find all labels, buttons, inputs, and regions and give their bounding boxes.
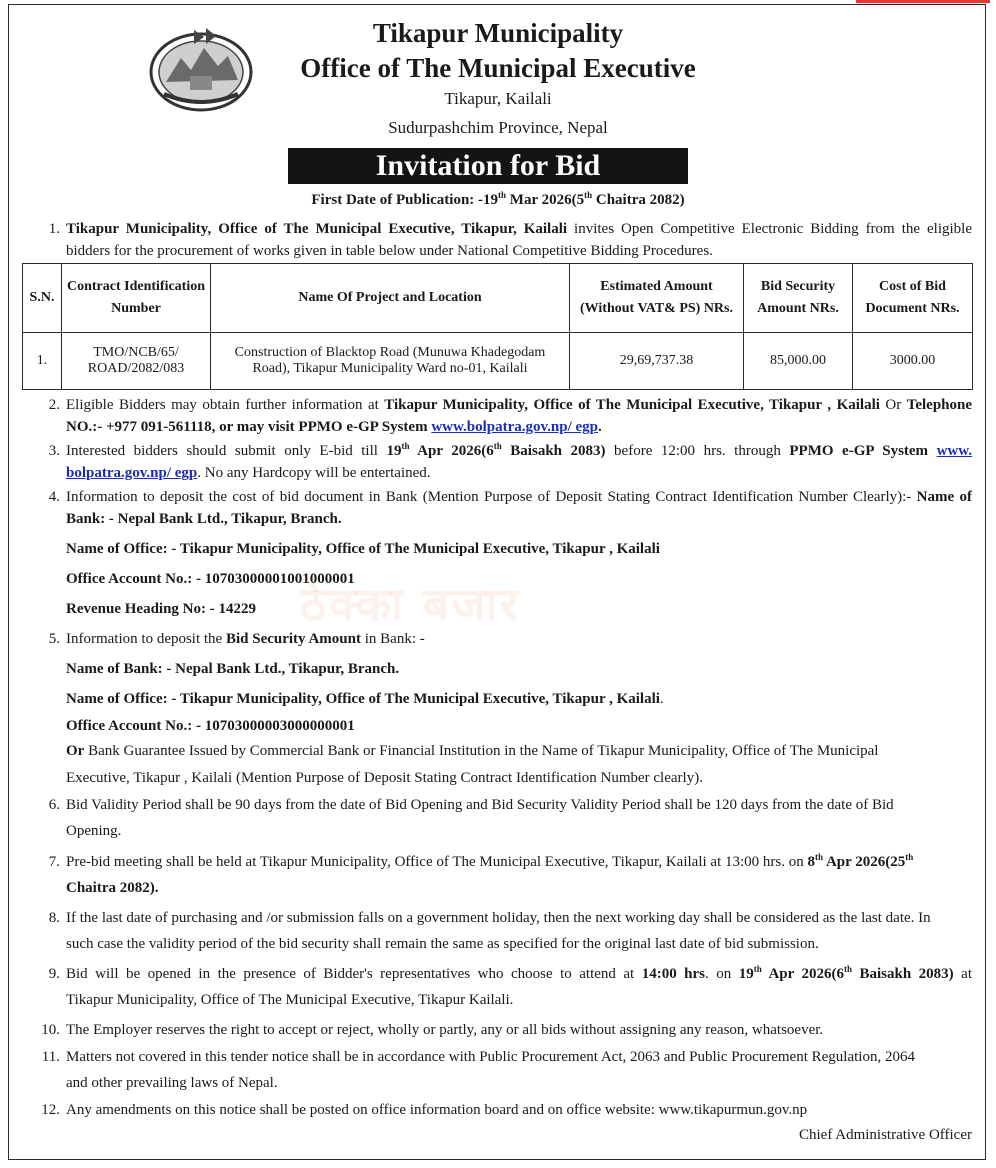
top-accent-bar <box>856 0 990 3</box>
item-3-line-1: Interested bidders should submit only E-bid till 19th Apr 2026(6th Baisakh 2083) before 12:00 hrs. through PPMO e-GP System www. <box>66 441 972 459</box>
cell-security: 85,000.00 <box>744 333 853 390</box>
item-number: 12. <box>41 1102 60 1118</box>
item-5-guarantee-2: Executive, Tikapur , Kailali (Mention Purpose of Deposit Stating Contract Identification Number clearly). <box>66 770 703 786</box>
item-number: 9. <box>48 966 60 982</box>
publication-date: First Date of Publication: -19th Mar 2026(5th Chaitra 2082) <box>311 190 685 208</box>
item-4-office: Name of Office: - Tikapur Municipality, Office of The Municipal Executive, Tikapur , Kailali <box>66 541 660 557</box>
col-project-name: Name Of Project and Location <box>211 264 570 333</box>
item-11-line-1: Matters not covered in this tender notice shall be in accordance with Public Procurement Act, 2063 and Public Procurement Regulation, 2064 <box>66 1049 915 1065</box>
cell-estimate: 29,69,737.38 <box>570 333 744 390</box>
bolpatra-link[interactable]: www.bolpatra.gov.np/ egp <box>431 419 599 435</box>
item-6-line-1: Bid Validity Period shall be 90 days from the date of Bid Opening and Bid Security Validity Period shall be 120 days from the date of Bid <box>66 797 894 813</box>
page-title: Invitation for Bid <box>288 148 688 184</box>
cell-contract-id: TMO/NCB/65/ ROAD/2082/083 <box>62 333 211 390</box>
office-location: Tikapur, Kailali <box>444 89 552 108</box>
item-5-office: Name of Office: - Tikapur Municipality, Office of The Municipal Executive, Tikapur , Kailali. <box>66 691 664 707</box>
item-number: 7. <box>48 854 60 870</box>
item-10-text: The Employer reserves the right to accept or reject, wholly or partly, any or all bids without assigning any reason, whatsoever. <box>66 1022 824 1038</box>
item-4-line-1: Information to deposit the cost of bid document in Bank (Mention Purpose of Deposit Stating Contract Identification Number Clearly):- Name of <box>66 489 972 505</box>
municipality-name: Tikapur Municipality <box>372 18 624 48</box>
item-11-line-2: and other prevailing laws of Nepal. <box>66 1075 278 1091</box>
item-number: 5. <box>48 631 60 647</box>
item-6-line-2: Opening. <box>66 823 122 839</box>
item-5-line-1: Information to deposit the Bid Security Amount in Bank: - <box>66 631 425 647</box>
bolpatra-link-part-1[interactable]: www. <box>936 443 972 459</box>
item-4-account: Office Account No.: - 10703000001001000001 <box>66 571 355 587</box>
table-header-row <box>23 264 973 333</box>
item-5-account: Office Account No.: - 10703000003000000001 <box>66 718 355 734</box>
item-2-line-1: Eligible Bidders may obtain further information at Tikapur Municipality, Office of The Municipal Executive, Tikapur , Kailali Or Telephone <box>66 397 973 413</box>
item-4-bank: Bank: - Nepal Bank Ltd., Tikapur, Branch. <box>66 511 342 527</box>
signature: Chief Administrative Officer <box>798 1127 972 1143</box>
item-1-line-1: Tikapur Municipality, Office of The Municipal Executive, Tikapur, Kailali invites Open Competitive Electronic Bidding from the eligible <box>66 221 972 237</box>
item-12-text: Any amendments on this notice shall be posted on office information board and on office website: www.tikapurmun.gov.np <box>66 1102 808 1118</box>
office-name: Office of The Municipal Executive <box>300 53 696 83</box>
item-number: 6. <box>48 797 60 813</box>
item-4-revenue: Revenue Heading No: - 14229 <box>66 601 256 617</box>
bolpatra-link-part-2[interactable]: bolpatra.gov.np/ egp <box>66 465 198 481</box>
item-number: 3. <box>48 443 60 459</box>
item-5-guarantee-1: Or Bank Guarantee Issued by Commercial Bank or Financial Institution in the Name of Tikapur Municipality, Office of The Municipal <box>66 743 879 759</box>
item-number: 8. <box>48 910 60 926</box>
item-number: 1. <box>48 221 60 237</box>
item-8-line-1: If the last date of purchasing and /or submission falls on a government holiday, then the next working day shall be considered as the last date. In <box>66 910 931 926</box>
item-3-line-2: bolpatra.gov.np/ egp. No any Hardcopy will be entertained. <box>66 465 431 481</box>
item-number: 4. <box>48 489 60 505</box>
cell-project-name: Construction of Blacktop Road (Munuwa Khadegodam Road), Tikapur Municipality Ward no-01, Kailali <box>211 333 570 390</box>
item-8-line-2: such case the validity period of the bid security shall remain the same as specified for the original last date of bid submission. <box>66 936 819 952</box>
item-2-line-2: NO.:- +977 091-561118, or may visit PPMO e-GP System www.bolpatra.gov.np/ egp. <box>66 419 602 435</box>
item-number: 10. <box>41 1022 60 1038</box>
item-7-line-2: Chaitra 2082). <box>66 880 159 896</box>
cell-sn: 1. <box>23 333 62 390</box>
item-7-line-1: Pre-bid meeting shall be held at Tikapur Municipality, Office of The Municipal Executive, Tikapur, Kailali at 13:00 hrs. on 8th Apr 2026(25th <box>66 852 914 870</box>
col-sn: S.N. <box>23 264 62 333</box>
item-number: 2. <box>48 397 60 413</box>
col-contract-id: Contract Identification Number <box>62 264 211 333</box>
province: Sudurpashchim Province, Nepal <box>388 118 608 137</box>
cell-cost: 3000.00 <box>853 333 973 390</box>
item-number: 11. <box>41 1049 60 1065</box>
col-estimated-amount: Estimated Amount (Without VAT& PS) NRs. <box>570 264 744 333</box>
table-row <box>23 333 973 390</box>
item-9-line-2: Tikapur Municipality, Office of The Municipal Executive, Tikapur Kailali. <box>66 992 514 1008</box>
col-bid-security: Bid Security Amount NRs. <box>744 264 853 333</box>
item-5-bank: Name of Bank: - Nepal Bank Ltd., Tikapur, Branch. <box>66 661 400 677</box>
item-1-line-2: bidders for the procurement of works given in table below under National Competitive Bidding Procedures. <box>66 243 713 259</box>
col-bid-doc-cost: Cost of Bid Document NRs. <box>853 264 973 333</box>
watermark-logo: ठेक्का बजार <box>300 577 521 631</box>
bid-table <box>22 263 973 390</box>
item-9-line-1: Bid will be opened in the presence of Bidder's representatives who choose to attend at 14:00 hrs. on 19th Apr 2026(6th Baisakh 2083) at <box>66 964 973 982</box>
